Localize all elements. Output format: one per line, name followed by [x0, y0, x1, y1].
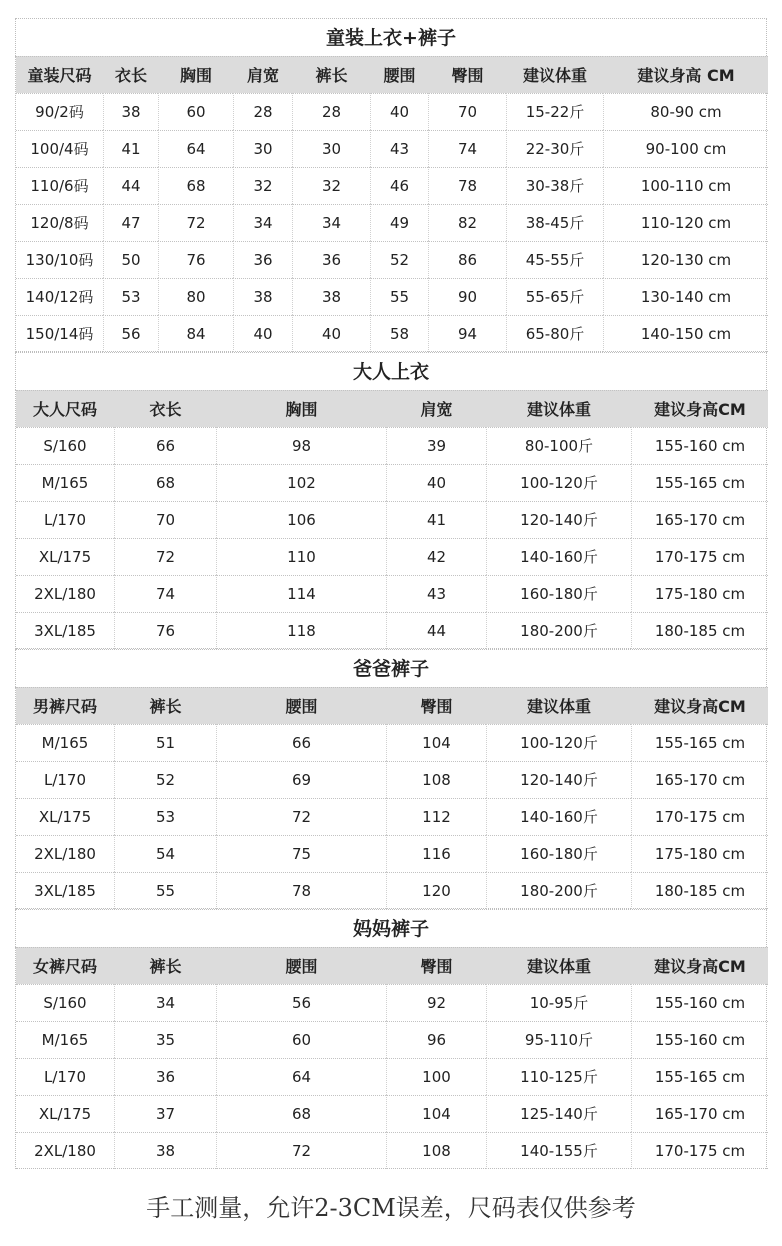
table-cell: 120-140斤 [486, 501, 631, 538]
table-cell: 45-55斤 [506, 241, 603, 278]
column-header: 肩宽 [233, 56, 292, 93]
table-cell: 90/2码 [16, 93, 103, 130]
kids-top-pants-section [15, 18, 767, 352]
table-cell: 69 [216, 761, 386, 798]
table-cell: 3XL/185 [16, 872, 114, 909]
table-cell: M/165 [16, 464, 114, 501]
table-cell: 51 [114, 724, 216, 761]
table-cell: 55-65斤 [506, 278, 603, 315]
table-cell: 38 [114, 1132, 216, 1169]
table-cell: 150/14码 [16, 315, 103, 352]
table-cell: 120-130 cm [603, 241, 768, 278]
column-header: 男裤尺码 [16, 687, 114, 724]
table-cell: L/170 [16, 761, 114, 798]
table-cell: 30-38斤 [506, 167, 603, 204]
table-cell: 74 [428, 130, 506, 167]
table-cell: 30 [292, 130, 370, 167]
table-cell: 28 [292, 93, 370, 130]
table-cell: 46 [370, 167, 428, 204]
column-header: 臀围 [386, 687, 486, 724]
table-cell: 78 [216, 872, 386, 909]
table-cell: 15-22斤 [506, 93, 603, 130]
table-cell: 160-180斤 [486, 575, 631, 612]
section-title: 妈妈裤子 [15, 909, 767, 947]
table-cell: 54 [114, 835, 216, 872]
table-cell: 120-140斤 [486, 761, 631, 798]
table-cell: 80-90 cm [603, 93, 768, 130]
table-cell: 102 [216, 464, 386, 501]
section-title: 爸爸裤子 [15, 649, 767, 687]
table-cell: L/170 [16, 501, 114, 538]
table-cell: 170-175 cm [631, 798, 768, 835]
size-table [15, 687, 767, 909]
table-cell: 84 [158, 315, 233, 352]
table-cell: 30 [233, 130, 292, 167]
table-cell: 38 [103, 93, 158, 130]
table-cell: 32 [292, 167, 370, 204]
dad-pants-section [15, 649, 767, 909]
table-cell: 32 [233, 167, 292, 204]
column-header: 肩宽 [386, 390, 486, 427]
table-cell: 155-160 cm [631, 427, 768, 464]
table-cell: 140-160斤 [486, 538, 631, 575]
table-cell: 170-175 cm [631, 538, 768, 575]
column-header: 臀围 [428, 56, 506, 93]
table-cell: 80-100斤 [486, 427, 631, 464]
table-cell: 110-125斤 [486, 1058, 631, 1095]
table-cell: 180-185 cm [631, 872, 768, 909]
size-table [15, 56, 767, 352]
table-cell: 72 [158, 204, 233, 241]
column-header: 女裤尺码 [16, 947, 114, 984]
table-cell: 34 [114, 984, 216, 1021]
table-cell: 2XL/180 [16, 575, 114, 612]
column-header: 建议体重 [506, 56, 603, 93]
table-cell: 165-170 cm [631, 1095, 768, 1132]
table-cell: 35 [114, 1021, 216, 1058]
table-cell: 96 [386, 1021, 486, 1058]
table-cell: M/165 [16, 1021, 114, 1058]
column-header: 大人尺码 [16, 390, 114, 427]
column-header: 腰围 [216, 947, 386, 984]
table-cell: 52 [370, 241, 428, 278]
table-cell: 36 [233, 241, 292, 278]
table-cell: 65-80斤 [506, 315, 603, 352]
table-cell: 110 [216, 538, 386, 575]
adult-top-section [15, 352, 767, 649]
table-cell: 2XL/180 [16, 835, 114, 872]
table-cell: 55 [114, 872, 216, 909]
table-cell: 175-180 cm [631, 575, 768, 612]
table-cell: 165-170 cm [631, 761, 768, 798]
table-cell: 53 [114, 798, 216, 835]
table-cell: 160-180斤 [486, 835, 631, 872]
column-header: 衣长 [114, 390, 216, 427]
column-header: 建议身高CM [631, 687, 768, 724]
table-cell: 118 [216, 612, 386, 649]
table-cell: 180-200斤 [486, 872, 631, 909]
table-cell: 64 [158, 130, 233, 167]
table-cell: 39 [386, 427, 486, 464]
table-cell: 170-175 cm [631, 1132, 768, 1169]
column-header: 裤长 [292, 56, 370, 93]
table-cell: 180-185 cm [631, 612, 768, 649]
table-cell: 75 [216, 835, 386, 872]
table-cell: 155-160 cm [631, 1021, 768, 1058]
table-cell: 110-120 cm [603, 204, 768, 241]
table-cell: 100 [386, 1058, 486, 1095]
table-cell: 130-140 cm [603, 278, 768, 315]
column-header: 建议身高 CM [603, 56, 768, 93]
table-cell: 40 [386, 464, 486, 501]
table-cell: 22-30斤 [506, 130, 603, 167]
column-header: 臀围 [386, 947, 486, 984]
table-cell: 98 [216, 427, 386, 464]
table-cell: 10-95斤 [486, 984, 631, 1021]
table-cell: 70 [428, 93, 506, 130]
table-cell: 95-110斤 [486, 1021, 631, 1058]
table-cell: 100-120斤 [486, 464, 631, 501]
size-chart [15, 18, 767, 1169]
table-cell: 90-100 cm [603, 130, 768, 167]
table-cell: 92 [386, 984, 486, 1021]
table-cell: 34 [292, 204, 370, 241]
column-header: 建议身高CM [631, 947, 768, 984]
column-header: 胸围 [158, 56, 233, 93]
table-cell: 155-160 cm [631, 984, 768, 1021]
table-cell: 78 [428, 167, 506, 204]
table-cell: 82 [428, 204, 506, 241]
table-cell: 104 [386, 1095, 486, 1132]
table-cell: 60 [216, 1021, 386, 1058]
table-cell: 108 [386, 761, 486, 798]
table-cell: 72 [216, 1132, 386, 1169]
table-cell: XL/175 [16, 1095, 114, 1132]
table-cell: 49 [370, 204, 428, 241]
table-cell: S/160 [16, 984, 114, 1021]
table-cell: 140-150 cm [603, 315, 768, 352]
table-cell: M/165 [16, 724, 114, 761]
table-cell: 56 [216, 984, 386, 1021]
table-cell: XL/175 [16, 538, 114, 575]
column-header: 建议体重 [486, 687, 631, 724]
footer-note: 手工测量，允许2-3CM误差，尺码表仅供参考 [146, 1194, 636, 1222]
table-cell: 40 [233, 315, 292, 352]
column-header: 腰围 [216, 687, 386, 724]
table-cell: L/170 [16, 1058, 114, 1095]
table-cell: 55 [370, 278, 428, 315]
table-cell: 120 [386, 872, 486, 909]
table-cell: 28 [233, 93, 292, 130]
table-cell: 80 [158, 278, 233, 315]
table-cell: 76 [114, 612, 216, 649]
table-cell: 180-200斤 [486, 612, 631, 649]
table-cell: 175-180 cm [631, 835, 768, 872]
table-cell: 40 [292, 315, 370, 352]
table-cell: 66 [216, 724, 386, 761]
column-header: 裤长 [114, 947, 216, 984]
table-cell: 43 [386, 575, 486, 612]
table-cell: 68 [158, 167, 233, 204]
section-title: 大人上衣 [15, 352, 767, 390]
table-cell: 90 [428, 278, 506, 315]
table-cell: 86 [428, 241, 506, 278]
table-cell: 37 [114, 1095, 216, 1132]
table-cell: 44 [103, 167, 158, 204]
table-cell: 56 [103, 315, 158, 352]
table-cell: 140/12码 [16, 278, 103, 315]
table-cell: 41 [103, 130, 158, 167]
column-header: 童装尺码 [16, 56, 103, 93]
table-cell: 2XL/180 [16, 1132, 114, 1169]
column-header: 胸围 [216, 390, 386, 427]
table-cell: 41 [386, 501, 486, 538]
table-cell: 76 [158, 241, 233, 278]
table-cell: S/160 [16, 427, 114, 464]
column-header: 裤长 [114, 687, 216, 724]
table-cell: 112 [386, 798, 486, 835]
table-cell: 36 [114, 1058, 216, 1095]
size-table [15, 390, 767, 649]
table-cell: 34 [233, 204, 292, 241]
table-cell: 47 [103, 204, 158, 241]
table-cell: 100/4码 [16, 130, 103, 167]
table-cell: 38 [233, 278, 292, 315]
table-cell: 155-165 cm [631, 464, 768, 501]
table-cell: 38 [292, 278, 370, 315]
table-cell: 64 [216, 1058, 386, 1095]
table-cell: 72 [216, 798, 386, 835]
column-header: 衣长 [103, 56, 158, 93]
table-cell: 114 [216, 575, 386, 612]
table-cell: 36 [292, 241, 370, 278]
table-cell: 165-170 cm [631, 501, 768, 538]
table-cell: 125-140斤 [486, 1095, 631, 1132]
table-cell: 100-110 cm [603, 167, 768, 204]
table-cell: 43 [370, 130, 428, 167]
column-header: 建议体重 [486, 390, 631, 427]
table-cell: 116 [386, 835, 486, 872]
size-table [15, 947, 767, 1169]
table-cell: 52 [114, 761, 216, 798]
table-cell: 70 [114, 501, 216, 538]
table-cell: 104 [386, 724, 486, 761]
table-cell: 120/8码 [16, 204, 103, 241]
table-cell: 106 [216, 501, 386, 538]
table-cell: 68 [216, 1095, 386, 1132]
table-cell: 100-120斤 [486, 724, 631, 761]
table-cell: 40 [370, 93, 428, 130]
table-cell: 72 [114, 538, 216, 575]
column-header: 腰围 [370, 56, 428, 93]
table-cell: 130/10码 [16, 241, 103, 278]
table-cell: 53 [103, 278, 158, 315]
mom-pants-section [15, 909, 767, 1169]
table-cell: 155-165 cm [631, 1058, 768, 1095]
table-cell: 140-160斤 [486, 798, 631, 835]
table-cell: XL/175 [16, 798, 114, 835]
table-cell: 60 [158, 93, 233, 130]
table-cell: 58 [370, 315, 428, 352]
table-cell: 44 [386, 612, 486, 649]
table-cell: 68 [114, 464, 216, 501]
table-cell: 94 [428, 315, 506, 352]
table-cell: 66 [114, 427, 216, 464]
table-cell: 155-165 cm [631, 724, 768, 761]
column-header: 建议体重 [486, 947, 631, 984]
table-cell: 108 [386, 1132, 486, 1169]
table-cell: 38-45斤 [506, 204, 603, 241]
table-cell: 42 [386, 538, 486, 575]
table-cell: 110/6码 [16, 167, 103, 204]
section-title: 童装上衣+裤子 [15, 18, 767, 56]
table-cell: 74 [114, 575, 216, 612]
table-cell: 50 [103, 241, 158, 278]
table-cell: 3XL/185 [16, 612, 114, 649]
table-cell: 140-155斤 [486, 1132, 631, 1169]
column-header: 建议身高CM [631, 390, 768, 427]
